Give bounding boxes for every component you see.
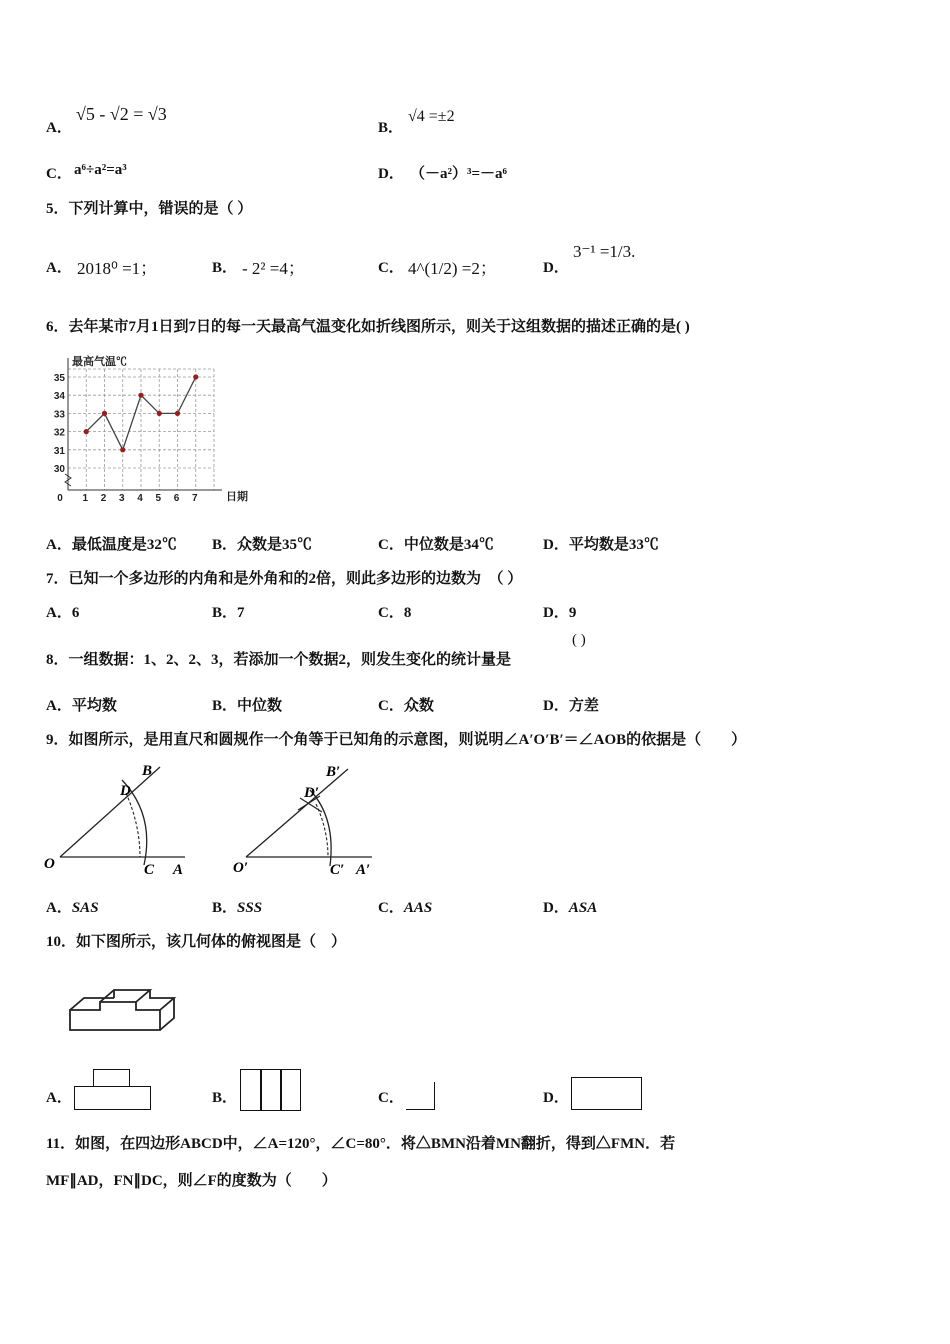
q4-option-d-label: D． (378, 166, 404, 182)
q9-stem: 9．如图所示，是用直尺和圆规作一个角等于已知角的示意图，则说明∠A′O′B′＝∠AOB的依据是（ ） (46, 732, 747, 748)
q8-stem: 8．一组数据：1、2、2、3，若添加一个数据2，则发生变化的统计量是 (46, 652, 512, 668)
data-point (138, 393, 143, 398)
x-axis-title: 日期 (226, 491, 248, 503)
q10-option-a-label: A． (46, 1090, 72, 1106)
x-tick-label: 1 (82, 493, 89, 504)
q5-option-a-expression: 2018⁰ =1； (77, 259, 158, 278)
q9-option-c: C．AAS (378, 900, 433, 916)
x-tick-label: 5 (155, 493, 162, 504)
q11-stem-line-1: 11．如图，在四边形ABCD中，∠A=120°，∠C=80°．将△BMN沿着MN翻折，得到△FMN．若 (46, 1136, 676, 1152)
q8-option-c: C．众数 (378, 698, 434, 714)
q9-figure-constructed-angle (232, 760, 392, 885)
y-tick-label: 31 (53, 445, 65, 457)
label-c-prime: C′ (330, 862, 345, 878)
q5-option-d-label: D． (543, 260, 569, 276)
label-a-prime: A′ (356, 862, 371, 878)
q4-option-b-expression: √4 =±2 (408, 108, 455, 125)
x-tick-label: 2 (100, 493, 107, 504)
q10-option-d-label: D． (543, 1090, 569, 1106)
y-tick-label: 32 (53, 427, 65, 439)
data-point (157, 411, 162, 416)
q5-stem: 5．下列计算中，错误的是（ ） (46, 201, 253, 217)
q6-option-a: A．最低温度是32℃ (46, 537, 177, 553)
q5-option-d-expression: 3⁻¹ =1/3. (573, 242, 636, 261)
y-tick-label: 33 (53, 409, 65, 421)
q5-option-a-label: A． (46, 260, 72, 276)
label-d: D (120, 783, 131, 799)
y-tick-label: 35 (53, 373, 65, 384)
q4-option-b-label: B． (378, 120, 404, 136)
x-tick-label: 7 (191, 493, 198, 504)
y-tick-label: 34 (53, 391, 65, 403)
data-point (193, 374, 198, 379)
q8-option-b: B．中位数 (212, 698, 283, 714)
q5-option-c-expression: 4^(1/2) =2； (408, 259, 497, 278)
q8-answer-paren: ( ) (572, 632, 586, 648)
q11-stem-line-2: MF∥AD，FN∥DC，则∠F的度数为（ ） (46, 1173, 337, 1189)
q4-option-a-expression: √5 - √2 = √3 (76, 104, 167, 124)
data-point (175, 411, 180, 416)
label-b-prime: B′ (326, 764, 341, 780)
q6-option-d: D．平均数是33℃ (543, 537, 659, 553)
q9-figure-original-angle (40, 760, 200, 885)
q10-option-b-divider-1 (260, 1069, 262, 1111)
ray-ob (60, 767, 160, 857)
q10-option-b-figure (240, 1069, 301, 1111)
data-point (120, 447, 125, 452)
q8-option-a: A．平均数 (46, 698, 117, 714)
q4-option-d-expression: （－a²）³=－a⁶ (410, 166, 508, 182)
axis-break-mark (65, 474, 71, 486)
x-tick-label: 6 (173, 493, 180, 504)
data-point (84, 429, 89, 434)
q10-stem: 10．如下图所示，该几何体的俯视图是（ ） (46, 934, 347, 950)
q7-option-b: B．7 (212, 605, 245, 621)
y-tick-label: 30 (53, 464, 65, 475)
q9-option-b: B．SSS (212, 900, 263, 916)
q6-option-b: B．众数是35℃ (212, 537, 313, 553)
q6-stem: 6．去年某市7月1日到7日的每一天最高气温变化如折线图所示，则关于这组数据的描述正确的是( ) (46, 319, 690, 335)
q10-option-a-figure-top (93, 1069, 130, 1087)
x-tick-label: 4 (137, 493, 143, 504)
q10-solid-figure (66, 978, 178, 1034)
x-tick-label: 0 (57, 493, 63, 504)
q10-option-c-figure (406, 1082, 435, 1110)
q7-option-c: C．8 (378, 605, 412, 621)
q9-option-a: A．SAS (46, 900, 99, 916)
q4-option-c-expression: a⁶÷a²=a³ (74, 162, 127, 178)
q7-option-a: A．6 (46, 605, 80, 621)
q10-option-b-label: B． (212, 1090, 238, 1106)
q10-option-d-figure (571, 1077, 642, 1110)
label-b: B (142, 763, 153, 779)
q5-option-b-expression: - 2² =4； (242, 259, 305, 278)
q10-option-b-divider-2 (280, 1069, 282, 1111)
q9-option-d: D．ASA (543, 900, 598, 916)
q4-option-a-label: A． (46, 120, 72, 136)
label-d-prime: D′ (304, 785, 320, 801)
label-c: C (144, 862, 155, 878)
q6-option-c: C．中位数是34℃ (378, 537, 494, 553)
q10-option-a-figure-base (74, 1086, 151, 1110)
label-a: A (173, 862, 184, 878)
q10-option-c-label: C． (378, 1090, 404, 1106)
ray-o-prime-b-prime (246, 769, 348, 857)
y-axis-title: 最高气温℃ (72, 356, 127, 368)
q5-option-b-label: B． (212, 260, 238, 276)
x-tick-label: 3 (118, 493, 125, 504)
q4-option-c-label: C． (46, 166, 72, 182)
q5-option-c-label: C． (378, 260, 404, 276)
temperature-line-chart (46, 350, 246, 510)
data-point (102, 411, 107, 416)
q7-stem: 7．已知一个多边形的内角和是外角和的2倍，则此多边形的边数为 （ ） (46, 571, 523, 587)
label-o-prime: O′ (233, 860, 249, 876)
q7-option-d: D．9 (543, 605, 577, 621)
q8-option-d: D．方差 (543, 698, 599, 714)
label-o: O (44, 856, 55, 872)
